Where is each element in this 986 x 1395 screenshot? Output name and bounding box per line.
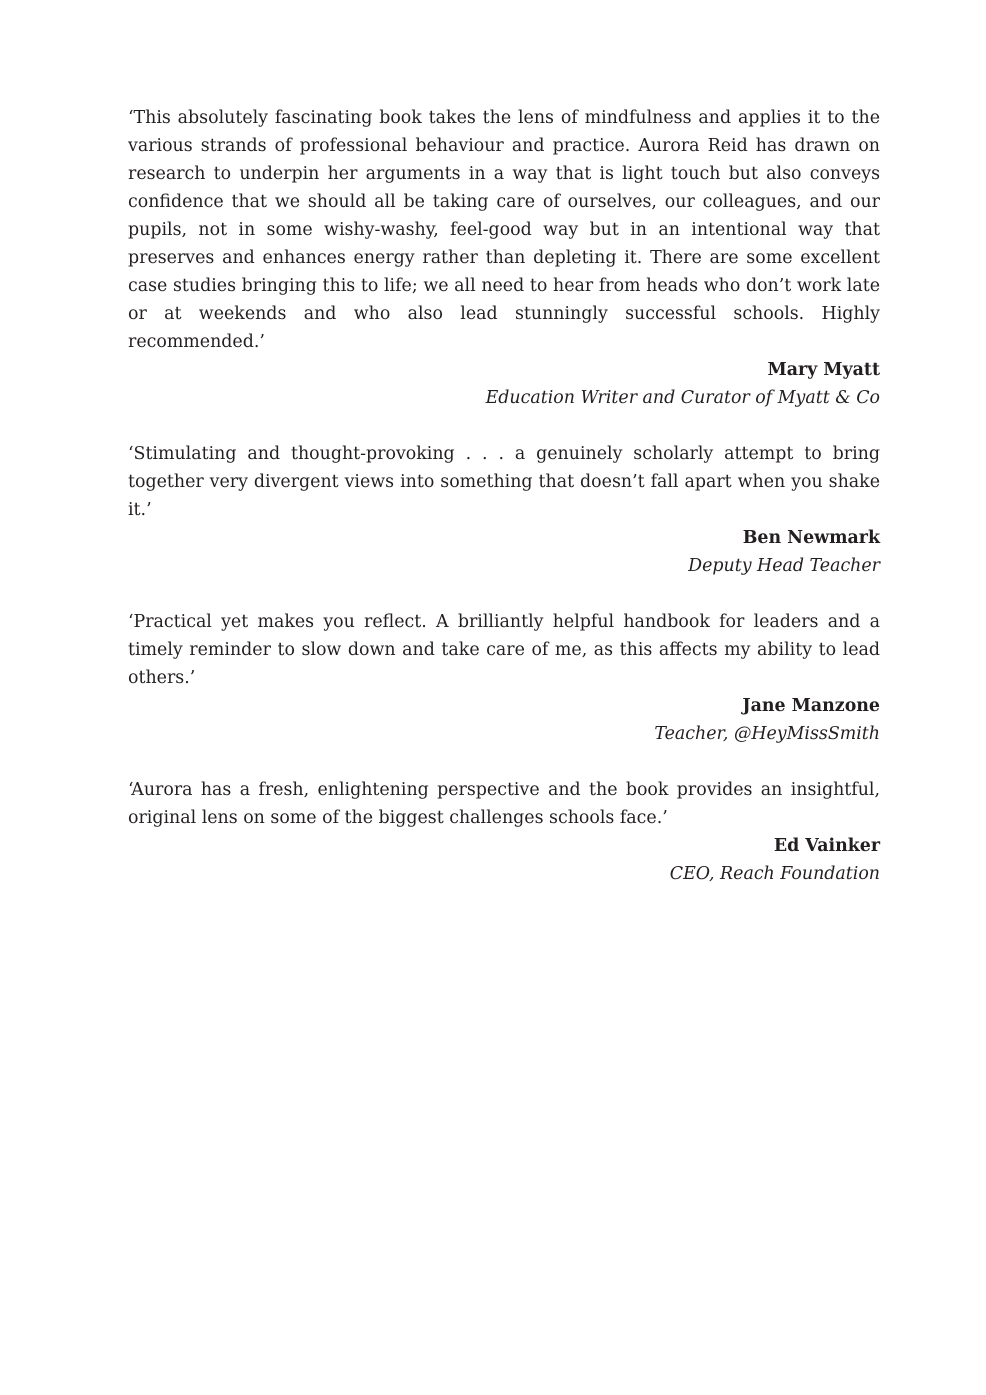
endorsement-role: Teacher, @HeyMissSmith: [654, 724, 880, 744]
endorsement-author: Ed Vainker: [773, 836, 880, 856]
endorsement: [128, 104, 880, 412]
endorsement: [128, 776, 880, 888]
endorsement-quote: ‘Practical yet makes you reflect. A brilliantly helpful handbook for leaders and a timely reminder to slow down and take care of me, as this affects my ability to lead others.’: [128, 612, 880, 688]
endorsement-quote: ‘This absolutely fascinating book takes the lens of mindfulness and applies it to the various strands of professional behaviour and practice. Aurora Reid has drawn on research to underpin her arguments in a way that is light touch but also conveys confidence that we should all be taking care of ourselves, our colleagues, and our pupils, not in some wishy-washy, feel-good way but in an intentional way that preserves and enhances energy rather than depleting it. There are some excellent case studies bringing this to life; we all need to hear from heads who don’t work late or at weekends and who also lead stunningly successful schools. Highly recommended.’: [128, 108, 880, 352]
endorsement-author: Jane Manzone: [742, 696, 880, 716]
endorsement-role: Deputy Head Teacher: [688, 556, 880, 576]
endorsement-role: Education Writer and Curator of Myatt & Co: [485, 388, 880, 408]
endorsements-section: [128, 104, 880, 916]
endorsement: [128, 608, 880, 748]
endorsement-quote: ‘Aurora has a fresh, enlightening perspective and the book provides an insightful, original lens on some of the biggest challenges schools face.’: [128, 780, 880, 828]
endorsement-author: Mary Myatt: [767, 360, 880, 380]
endorsement: [128, 440, 880, 580]
endorsement-author: Ben Newmark: [742, 528, 880, 548]
endorsement-quote: ‘Stimulating and thought-provoking . . . a genuinely scholarly attempt to bring together very divergent views into something that doesn’t fall apart when you shake it.’: [128, 444, 880, 520]
endorsement-role: CEO, Reach Foundation: [669, 864, 880, 884]
